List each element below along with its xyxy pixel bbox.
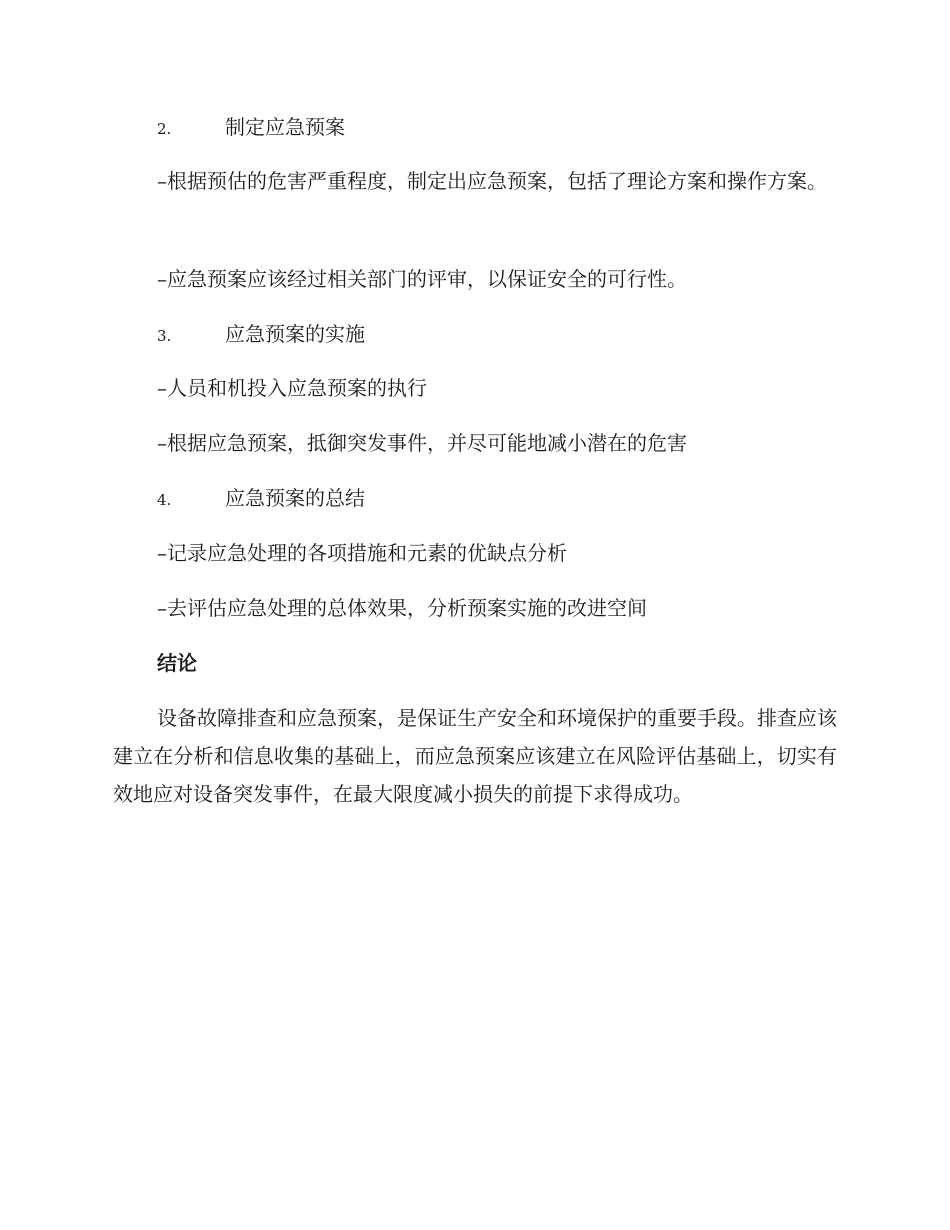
conclusion-heading: 结论 — [157, 651, 197, 675]
bullet-item: –根据预估的危害严重程度，制定出应急预案，包括了理论方案和操作方案。 — [157, 169, 827, 193]
bullet-text: –根据应急预案，抵御突发事件，并尽可能地减小潜在的危害 — [157, 431, 687, 455]
bullet-item — [113, 587, 833, 629]
conclusion-paragraph: 设备故障排查和应急预案，是保证生产安全和环境保护的重要手段。排查应该建立在分析和信息收集的基础上，而应急预案应该建立在风险评估基础上，切实有效地应对设备突发事件，在最大限度减小损失的前提下求得成功。 — [113, 706, 837, 806]
section-title: 应急预案的实施 — [225, 322, 365, 346]
bullet-item — [113, 422, 833, 464]
bullet-text: –记录应急处理的各项措施和元素的优缺点分析 — [157, 541, 567, 565]
bullet-text: –人员和机投入应急预案的执行 — [157, 376, 427, 400]
section-number: 3. — [157, 327, 172, 345]
bullet-item — [113, 532, 833, 574]
section-heading-4 — [113, 477, 833, 521]
section-title: 应急预案的总结 — [225, 486, 365, 510]
bullet-item — [113, 258, 833, 300]
bullet-text: –应急预案应该经过相关部门的评审，以保证安全的可行性。 — [157, 267, 687, 291]
section-heading-2 — [113, 106, 833, 150]
section-number: 2. — [157, 120, 172, 138]
section-number: 4. — [157, 491, 172, 509]
section-heading-3 — [113, 313, 833, 357]
section-title: 制定应急预案 — [225, 115, 345, 139]
bullet-text: –去评估应急处理的总体效果，分析预案实施的改进空间 — [157, 596, 647, 620]
bullet-item — [113, 367, 833, 409]
